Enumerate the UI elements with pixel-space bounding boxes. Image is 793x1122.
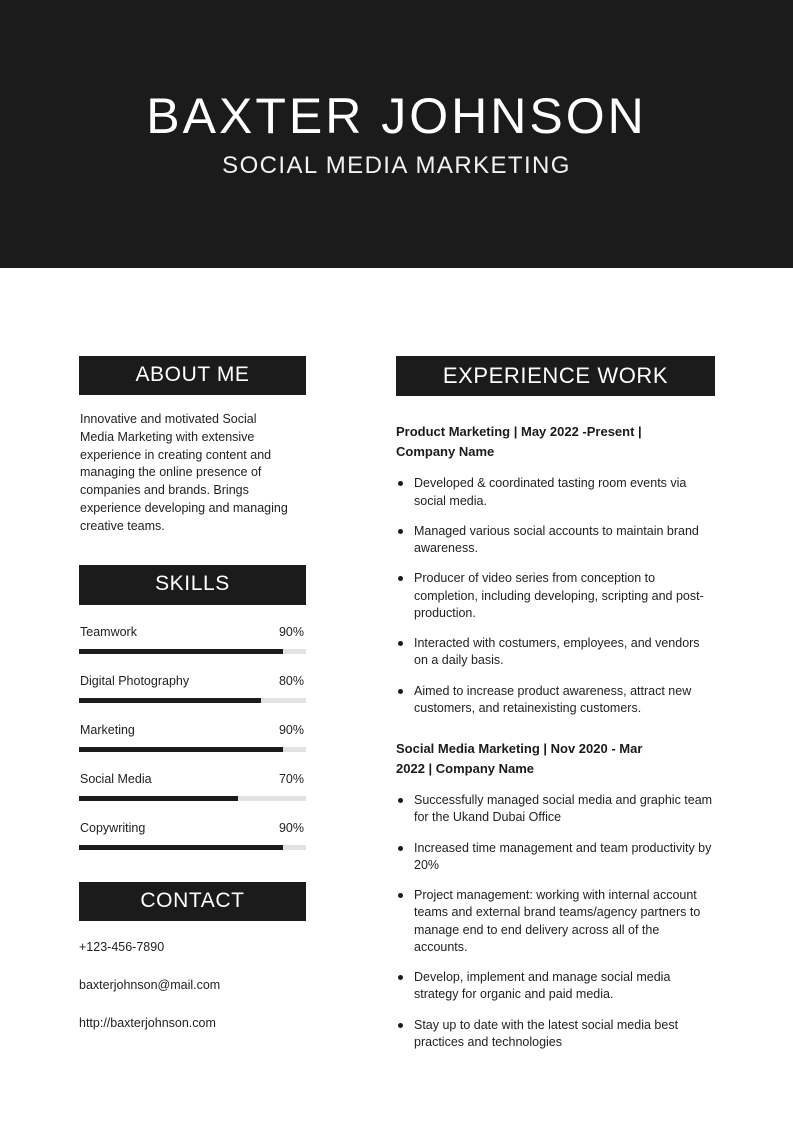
skill-fill xyxy=(79,698,261,703)
skill-item xyxy=(79,772,306,801)
skill-label: Marketing xyxy=(80,722,135,737)
skills-heading: SKILLS xyxy=(79,565,306,604)
job-title: Product Marketing | May 2022 -Present | Company Name xyxy=(396,424,642,459)
job-bullet: Develop, implement and manage social media strategy for organic and paid media. xyxy=(396,969,715,1004)
resume-header xyxy=(0,0,793,268)
skill-row xyxy=(79,821,306,835)
skill-item xyxy=(79,821,306,850)
skill-value: 90% xyxy=(278,820,304,835)
about-heading: ABOUT ME xyxy=(79,356,306,395)
skill-label: Copywriting xyxy=(80,820,146,835)
skill-label: Digital Photography xyxy=(80,673,190,688)
job-bullet: Increased time management and team productivity by 20% xyxy=(396,840,715,875)
skills-section xyxy=(79,565,306,849)
skill-row xyxy=(79,723,306,737)
job-bullet: Managed various social accounts to maintain brand awareness. xyxy=(396,523,715,558)
job-bullets xyxy=(396,475,715,717)
candidate-name: BAXTER JOHNSON xyxy=(146,87,647,144)
skill-row xyxy=(79,625,306,639)
candidate-role: SOCIAL MEDIA MARKETING xyxy=(222,151,571,179)
skill-track xyxy=(79,698,306,703)
contact-website[interactable]: http://baxterjohnson.com xyxy=(79,1016,216,1031)
experience-item xyxy=(396,422,715,717)
skill-item xyxy=(79,723,306,752)
experience-item xyxy=(396,739,715,1051)
contact-email: baxterjohnson@mail.com xyxy=(79,977,221,992)
job-bullet: Stay up to date with the latest social media best practices and technologies xyxy=(396,1017,715,1052)
skill-value: 90% xyxy=(278,624,304,639)
job-bullet: Developed & coordinated tasting room events via social media. xyxy=(396,475,715,510)
job-bullet: Project management: working with internal account teams and external brand teams/agency partners to manage end to end delivery across all of the accounts. xyxy=(396,887,715,956)
job-title: Social Media Marketing | Nov 2020 - Mar 2022 | Company Name xyxy=(396,741,643,776)
skill-label: Social Media xyxy=(80,771,152,786)
job-bullets xyxy=(396,792,715,1051)
contact-list xyxy=(79,939,306,1032)
skill-fill xyxy=(79,649,283,654)
skill-row xyxy=(79,674,306,688)
skill-track xyxy=(79,796,306,801)
left-column xyxy=(79,356,306,1053)
skill-fill xyxy=(79,845,283,850)
skill-value: 70% xyxy=(278,771,304,786)
skill-value: 90% xyxy=(278,722,304,737)
skill-fill xyxy=(79,747,283,752)
contact-section xyxy=(79,882,306,1032)
job-bullet: Aimed to increase product awareness, attract new customers, and retainexisting customers. xyxy=(396,683,715,718)
experience-heading: EXPERIENCE WORK xyxy=(396,356,715,396)
skill-fill xyxy=(79,796,238,801)
about-text: Innovative and motivated Social Media Marketing with extensive experience in creating content and managing the online presence of companies and brands. Brings experience developing and managing creative teams. xyxy=(80,412,288,533)
skill-item xyxy=(79,625,306,654)
skill-track xyxy=(79,845,306,850)
job-bullet: Successfully managed social media and graphic team for the Ukand Dubai Office xyxy=(396,792,715,827)
job-bullet: Producer of video series from conception to completion, including developing, scripting and post-production. xyxy=(396,570,715,622)
skill-track xyxy=(79,747,306,752)
right-column xyxy=(396,356,715,1064)
contact-heading: CONTACT xyxy=(79,882,306,921)
job-bullet: Interacted with costumers, employees, and vendors on a daily basis. xyxy=(396,635,715,670)
skill-label: Teamwork xyxy=(80,624,137,639)
skill-item xyxy=(79,674,306,703)
contact-phone: +123-456-7890 xyxy=(79,939,165,954)
skill-track xyxy=(79,649,306,654)
skill-value: 80% xyxy=(278,673,304,688)
skill-row xyxy=(79,772,306,786)
